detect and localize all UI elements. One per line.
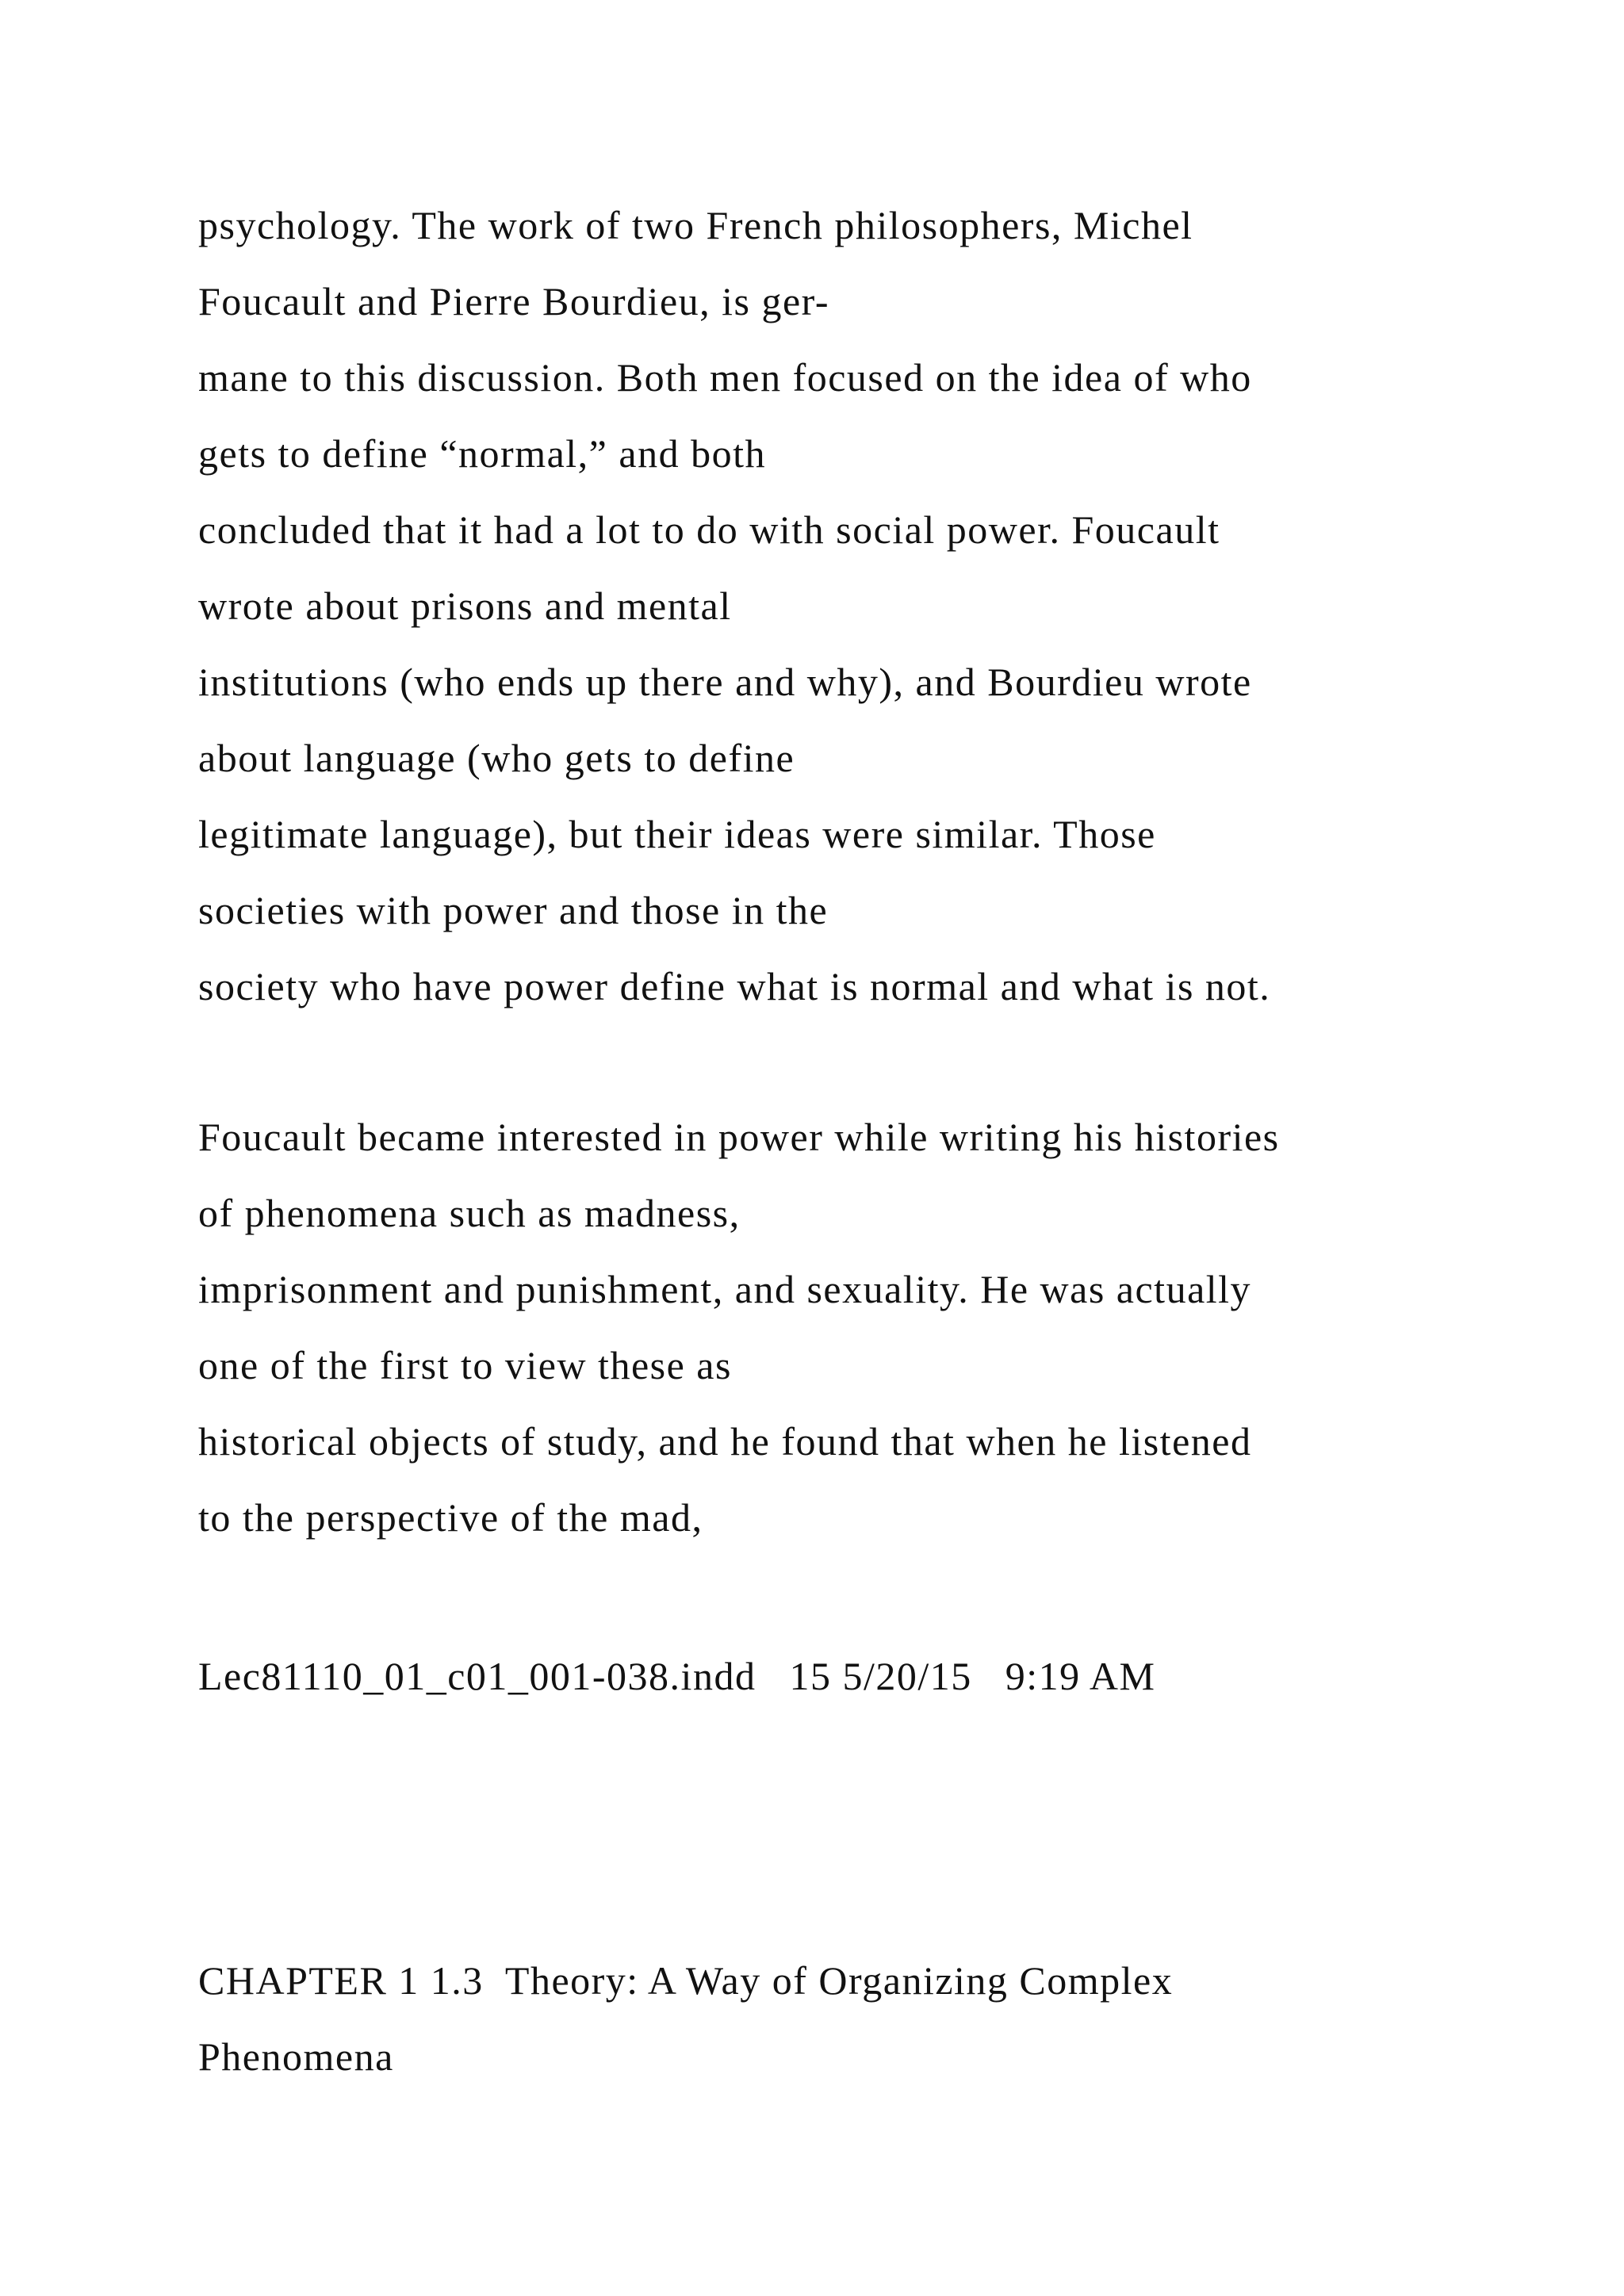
text-line: of phenomena such as madness, [198, 1191, 741, 1235]
text-line: concluded that it had a lot to do with social power. Foucault [198, 507, 1220, 552]
text-line: psychology. The work of two French philosophers, Michel [198, 203, 1193, 247]
text-line: Foucault and Pierre Bourdieu, is ger- [198, 279, 829, 323]
text-line: societies with power and those in the [198, 888, 829, 932]
text-line: institutions (who ends up there and why), and Bourdieu wrote [198, 660, 1252, 704]
heading-line: CHAPTER 1 1.3 Theory: A Way of Organizing Complex [198, 1958, 1174, 2003]
text-line: one of the first to view these as [198, 1343, 732, 1387]
text-line: about language (who gets to define [198, 736, 795, 780]
text-line: to the perspective of the mad, [198, 1495, 703, 1540]
text-line: Foucault became interested in power while writing his histories [198, 1115, 1280, 1159]
text-line: historical objects of study, and he found that when he listened [198, 1419, 1252, 1464]
text-line: gets to define “normal,” and both [198, 431, 766, 476]
file-slug-text: Lec81110_01_c01_001-038.indd 15 5/20/15 9:19 AM [198, 1654, 1156, 1698]
text-line: legitimate language), but their ideas were similar. Those [198, 812, 1156, 856]
text-line: mane to this discussion. Both men focused on the idea of who [198, 355, 1252, 400]
body-paragraph-1 [198, 187, 1546, 1024]
text-line: wrote about prisons and mental [198, 584, 732, 628]
body-paragraph-2 [198, 1099, 1546, 1556]
chapter-heading [198, 1942, 1546, 2095]
heading-line: Phenomena [198, 2034, 394, 2079]
text-line: society who have power define what is normal and what is not. [198, 964, 1271, 1008]
text-line: imprisonment and punishment, and sexuality. He was actually [198, 1267, 1252, 1311]
indd-file-slug [198, 1638, 1546, 1714]
